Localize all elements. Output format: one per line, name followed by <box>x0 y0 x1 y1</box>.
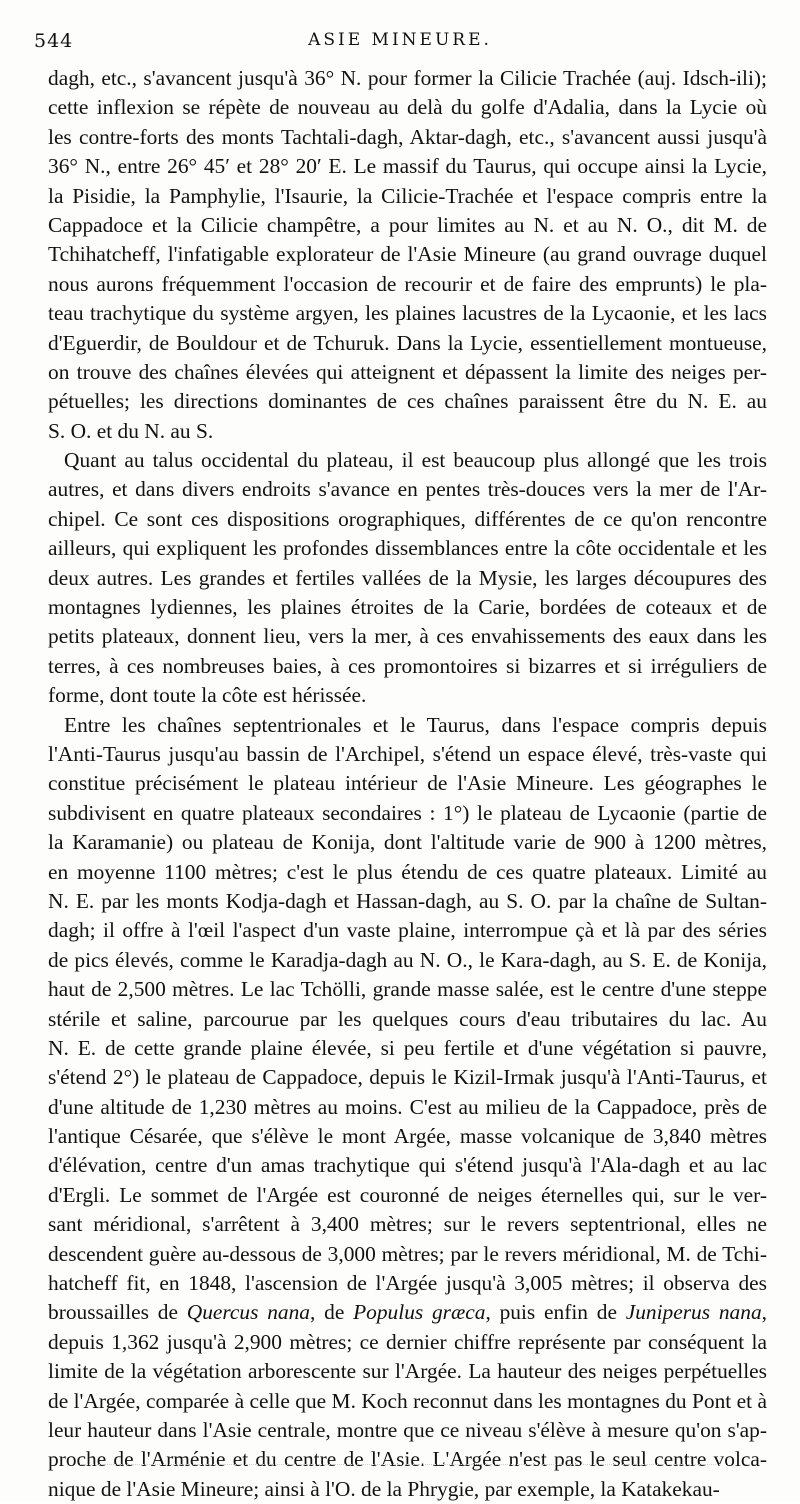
paragraph <box>48 446 767 711</box>
text-line: broussailles de Quercus nana, de Populus græca, puis enfin de Juniperus nana, <box>48 1300 767 1325</box>
text-line: en moyenne 1100 mètres; c'est le plus étendu de ces quatre plateaux. Limité au <box>48 859 767 884</box>
text-line: cette inflexion se répète de nouveau au delà du golfe d'Adalia, dans la Lycie où <box>48 95 767 120</box>
text-line: l'antique Césarée, que s'élève le mont Argée, masse volcanique de 3,840 mètres <box>48 1124 767 1149</box>
text-line: dagh, etc., s'avancent jusqu'à 36° N. pour former la Cilicie Trachée (auj. Idsch-ili); <box>48 66 767 90</box>
text-line: forme, dont toute la côte est hérissée. <box>48 683 367 708</box>
text-line: descendent guère au-dessous de 3,000 mètres; par le revers méridional, M. de Tchi- <box>48 1241 767 1266</box>
paragraph <box>48 64 767 446</box>
text-line: terres, à ces nombreuses baies, à ces promontoires si bizarres et si irréguliers de <box>48 653 767 678</box>
text-line: Entre les chaînes septentrionales et le Taurus, dans l'espace compris depuis <box>64 712 767 737</box>
page-header <box>34 30 766 54</box>
text-line: les contre-forts des monts Tachtali-dagh, Aktar-dagh, etc., s'avancent aussi jusqu'à <box>48 124 767 149</box>
text-line: d'élévation, centre d'un amas trachytique qui s'étend jusqu'à l'Ala-dagh et au lac <box>48 1153 767 1178</box>
text-line: d'une altitude de 1,230 mètres au moins. C'est au milieu de la Cappadoce, près de <box>48 1094 767 1119</box>
text-line: la Pisidie, la Pamphylie, l'Isaurie, la Cilicie-Trachée et l'espace compris entre la <box>48 183 767 208</box>
text-line: stérile et saline, parcourue par les quelques cours d'eau tributaires du lac. Au <box>48 1006 767 1031</box>
footer-rule <box>80 1464 720 1466</box>
running-title: ASIE MINEURE. <box>308 30 492 50</box>
text-line: subdivisent en quatre plateaux secondaires : 1°) le plateau de Lycaonie (partie de <box>48 800 767 825</box>
text-line: d'Eguerdir, de Bouldour et de Tchuruk. Dans la Lycie, essentiellement montueuse, <box>48 330 767 355</box>
text-line: Cappadoce et la Cilicie champêtre, a pour limites au N. et au N. O., dit M. de <box>48 212 767 237</box>
text-line: teau trachytique du système argyen, les plaines lacustres de la Lycaonie, et les lacs <box>48 301 767 326</box>
text-line: haut de 2,500 mètres. Le lac Tchölli, grande masse salée, est le centre d'une steppe <box>48 977 767 1002</box>
text-line: chipel. Ce sont ces dispositions orographiques, différentes de ce qu'on rencontre <box>48 506 767 531</box>
text-line: 36° N., entre 26° 45′ et 28° 20′ E. Le massif du Taurus, qui occupe ainsi la Lycie, <box>48 154 767 179</box>
text-line: nous aurons fréquemment l'occasion de recourir et de faire des emprunts) le pla- <box>48 271 767 296</box>
text-line: on trouve des chaînes élevées qui atteignent et dépassent la limite des neiges per- <box>48 359 767 384</box>
page-number: 544 <box>34 30 74 52</box>
text-line: l'Anti-Taurus jusqu'au bassin de l'Archipel, s'étend un espace élevé, très-vaste qui <box>48 741 767 766</box>
body-text <box>48 64 767 1504</box>
paragraph <box>48 711 767 1504</box>
text-line: hatcheff fit, en 1848, l'ascension de l'Argée jusqu'à 3,005 mètres; il observa des <box>48 1271 767 1296</box>
text-line: deux autres. Les grandes et fertiles vallées de la Mysie, les larges découpures des <box>48 565 767 590</box>
text-line: autres, et dans divers endroits s'avance en pentes très-douces vers la mer de l'Ar- <box>48 477 767 502</box>
text-line: N. E. par les monts Kodja-dagh et Hassan-dagh, au S. O. par la chaîne de Sultan- <box>48 888 767 913</box>
text-line: de l'Argée, comparée à celle que M. Koch reconnut dans les montagnes du Pont et à <box>48 1388 767 1413</box>
text-line: s'étend 2°) le plateau de Cappadoce, depuis le Kizil-Irmak jusqu'à l'Anti-Taurus, et <box>48 1065 767 1090</box>
text-line: dagh; il offre à l'œil l'aspect d'un vaste plaine, interrompue çà et là par des séries <box>48 918 767 943</box>
text-line: ailleurs, qui expliquent les profondes dissemblances entre la côte occidentale et les <box>48 536 767 561</box>
text-line: petits plateaux, donnent lieu, vers la mer, à ces envahissements des eaux dans les <box>48 624 767 649</box>
text-line: de pics élevés, comme le Karadja-dagh au N. O., le Kara-dagh, au S. E. de Konija, <box>48 947 767 972</box>
text-line: depuis 1,362 jusqu'à 2,900 mètres; ce dernier chiffre représente par conséquent la <box>48 1329 767 1354</box>
text-line: limite de la végétation arborescente sur l'Argée. La hauteur des neiges perpétuelles <box>48 1359 767 1384</box>
text-line: constitue précisément le plateau intérieur de l'Asie Mineure. Les géographes le <box>48 771 767 796</box>
text-line: montagnes lydiennes, les plaines étroites de la Carie, bordées de coteaux et de <box>48 595 767 620</box>
text-line: S. O. et du N. au S. <box>48 418 214 443</box>
text-line: Quant au talus occidental du plateau, il est beaucoup plus allongé que les trois <box>64 448 767 473</box>
text-line: la Karamanie) ou plateau de Konija, dont l'altitude varie de 900 à 1200 mètres, <box>48 830 767 855</box>
text-line: nique de l'Asie Mineure; ainsi à l'O. de la Phrygie, par exemple, la Katakekau- <box>48 1476 720 1501</box>
text-line: Tchihatcheff, l'infatigable explorateur de l'Asie Mineure (au grand ouvrage duquel <box>48 242 767 267</box>
text-line: d'Ergli. Le sommet de l'Argée est couronné de neiges éternelles qui, sur le ver- <box>48 1182 767 1207</box>
text-line: proche de l'Arménie et du centre de l'Asie. L'Argée n'est pas le seul centre volca- <box>48 1447 767 1472</box>
text-line: leur hauteur dans l'Asie centrale, montre que ce niveau s'élève à mesure qu'on s'ap- <box>48 1417 767 1442</box>
text-line: N. E. de cette grande plaine élevée, si peu fertile et d'une végétation si pauvre, <box>48 1035 767 1060</box>
text-line: pétuelles; les directions dominantes de ces chaînes paraissent être du N. E. au <box>48 389 767 414</box>
text-line: sant méridional, s'arrêtent à 3,400 mètres; sur le revers septentrional, elles ne <box>48 1212 767 1237</box>
